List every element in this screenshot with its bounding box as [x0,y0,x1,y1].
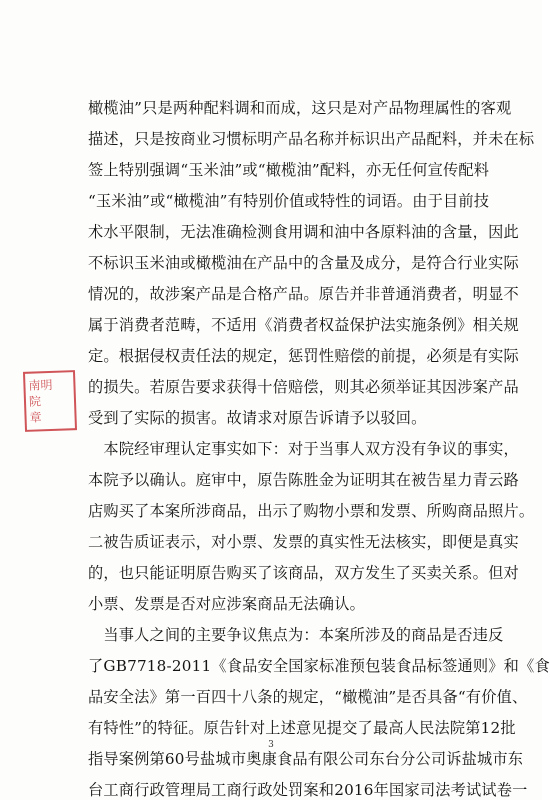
stamp-text: 院 [28,394,42,409]
text-line: 本院予以确认。庭审中，原告陈胜金为证明其在被告星力青云路 [88,471,519,489]
text-line: 当事人之间的主要争议焦点为：本案所涉及的商品是否违反 [88,626,504,644]
text-line: 定。根据侵权责任法的规定，惩罚性赔偿的前提，必须是有实际 [88,347,519,365]
stamp-text: 南明 [28,377,53,393]
court-seal-stamp [23,370,77,432]
text-line: 不标识玉米油或橄榄油在产品中的含量及成分，是符合行业实际 [88,254,519,272]
text-line: 受到了实际的损害。故请求对原告诉请予以驳回。 [88,409,427,427]
text-line: 本院经审理认定事实如下：对于当事人双方没有争议的事实， [88,440,519,458]
text-line: 的损失。若原告要求获得十倍赔偿，则其必须举证其因涉案产品 [88,378,519,396]
text-line: 情况的，故涉案产品是合格产品。原告并非普通消费者，明显不 [88,285,519,303]
text-line: “玉米油”或“橄榄油”有特别价值或特性的词语。由于目前技 [88,192,490,210]
page-number: 3 [268,740,274,750]
text-line: 了GB7718-2011《食品安全国家标准预包装食品标签通则》和《食 [88,657,550,675]
text-line: 橄榄油”只是两种配料调和而成，这只是对产品物理属性的客观 [88,99,512,117]
text-line: 有特性”的特征。原告针对上述意见提交了最高人民法院第12批 [88,719,516,737]
text-line: 描述，只是按商业习惯标明产品名称并标识出产品配料，并未在标 [88,130,535,148]
text-line: 术水平限制，无法准确检测食用调和油中各原料油的含量，因此 [88,223,519,241]
text-line: 的，也只能证明原告购买了该商品，双方发生了买卖关系。但对 [88,564,519,582]
text-line: 品安全法》第一百四十八条的规定，“橄榄油”是否具备“有价值、 [88,688,528,706]
text-line: 属于消费者范畴，不适用《消费者权益保护法实施条例》相关规 [88,316,519,334]
text-line: 二被告质证表示，对小票、发票的真实性无法核实，即便是真实 [88,533,519,551]
text-line: 指导案例第60号盐城市奥康食品有限公司东台分公司诉盐城市东 [88,750,524,768]
text-line: 小票、发票是否对应涉案商品无法确认。 [88,595,365,613]
stamp-text: 章 [29,410,42,425]
text-line: 台工商行政管理局工商行政处罚案和2016年国家司法考试试卷一 [88,781,528,799]
text-line: 店购买了本案所涉商品，出示了购物小票和发票、所购商品照片。 [88,502,535,520]
text-line: 签上特别强调“玉米油”或“橄榄油”配料，亦无任何宣传配料 [88,161,490,179]
